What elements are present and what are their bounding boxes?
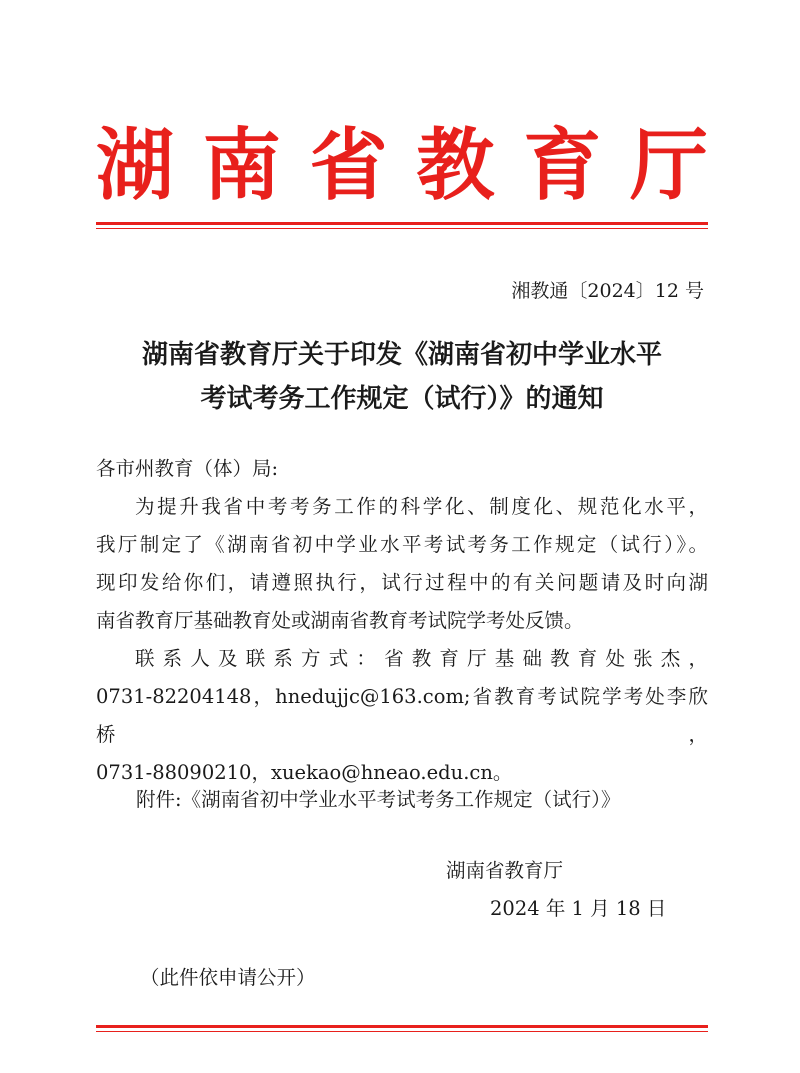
disclosure-note: （此件依申请公开） <box>140 966 316 989</box>
header-divider-thick <box>96 222 708 225</box>
document-body <box>96 450 708 792</box>
document-number: 湘教通〔2024〕12 号 <box>511 280 704 302</box>
salutation: 各市州教育（体）局: <box>96 457 279 480</box>
attachment-note: 附件:《湖南省初中学业水平考试考务工作规定（试行）》 <box>136 788 621 811</box>
issue-date: 2024 年 1 月 18 日 <box>490 897 667 920</box>
header-char: 湖 <box>96 121 175 211</box>
body-line: 为提升我省中考考务工作的科学化、制度化、规范化水平， <box>135 495 708 518</box>
body-line: 我厅制定了《湖南省初中学业水平考试考务工作规定（试行）》。 <box>96 533 708 556</box>
document-title-line: 考试考务工作规定（试行）》的通知 <box>200 384 604 414</box>
signer-name: 湖南省教育厅 <box>446 859 564 882</box>
issuer-header-title <box>96 118 708 214</box>
contact-line: 联系人及联系方式：省教育厅基础教育处张杰， <box>135 647 708 670</box>
document-title <box>96 333 708 421</box>
footer-divider-thin <box>96 1031 708 1032</box>
contact-line: 0731-82204148，hnedujjc@163.com;省教育考试院学考处李欣桥， <box>96 685 708 746</box>
header-char: 南 <box>202 121 281 211</box>
header-char: 厅 <box>629 121 708 211</box>
footer-divider-thick <box>96 1025 708 1028</box>
body-line: 现印发给你们，请遵照执行，试行过程中的有关问题请及时向湖 <box>96 571 708 594</box>
document-title-line: 湖南省教育厅关于印发《湖南省初中学业水平 <box>141 340 662 370</box>
contact-line: 0731-88090210，xuekao@hneao.edu.cn。 <box>96 761 513 784</box>
header-char: 教 <box>416 121 495 211</box>
header-char: 省 <box>309 121 388 211</box>
header-divider-thin <box>96 228 708 229</box>
body-line: 南省教育厅基础教育处或湖南省教育考试院学考处反馈。 <box>96 609 584 632</box>
header-char: 育 <box>523 121 602 211</box>
